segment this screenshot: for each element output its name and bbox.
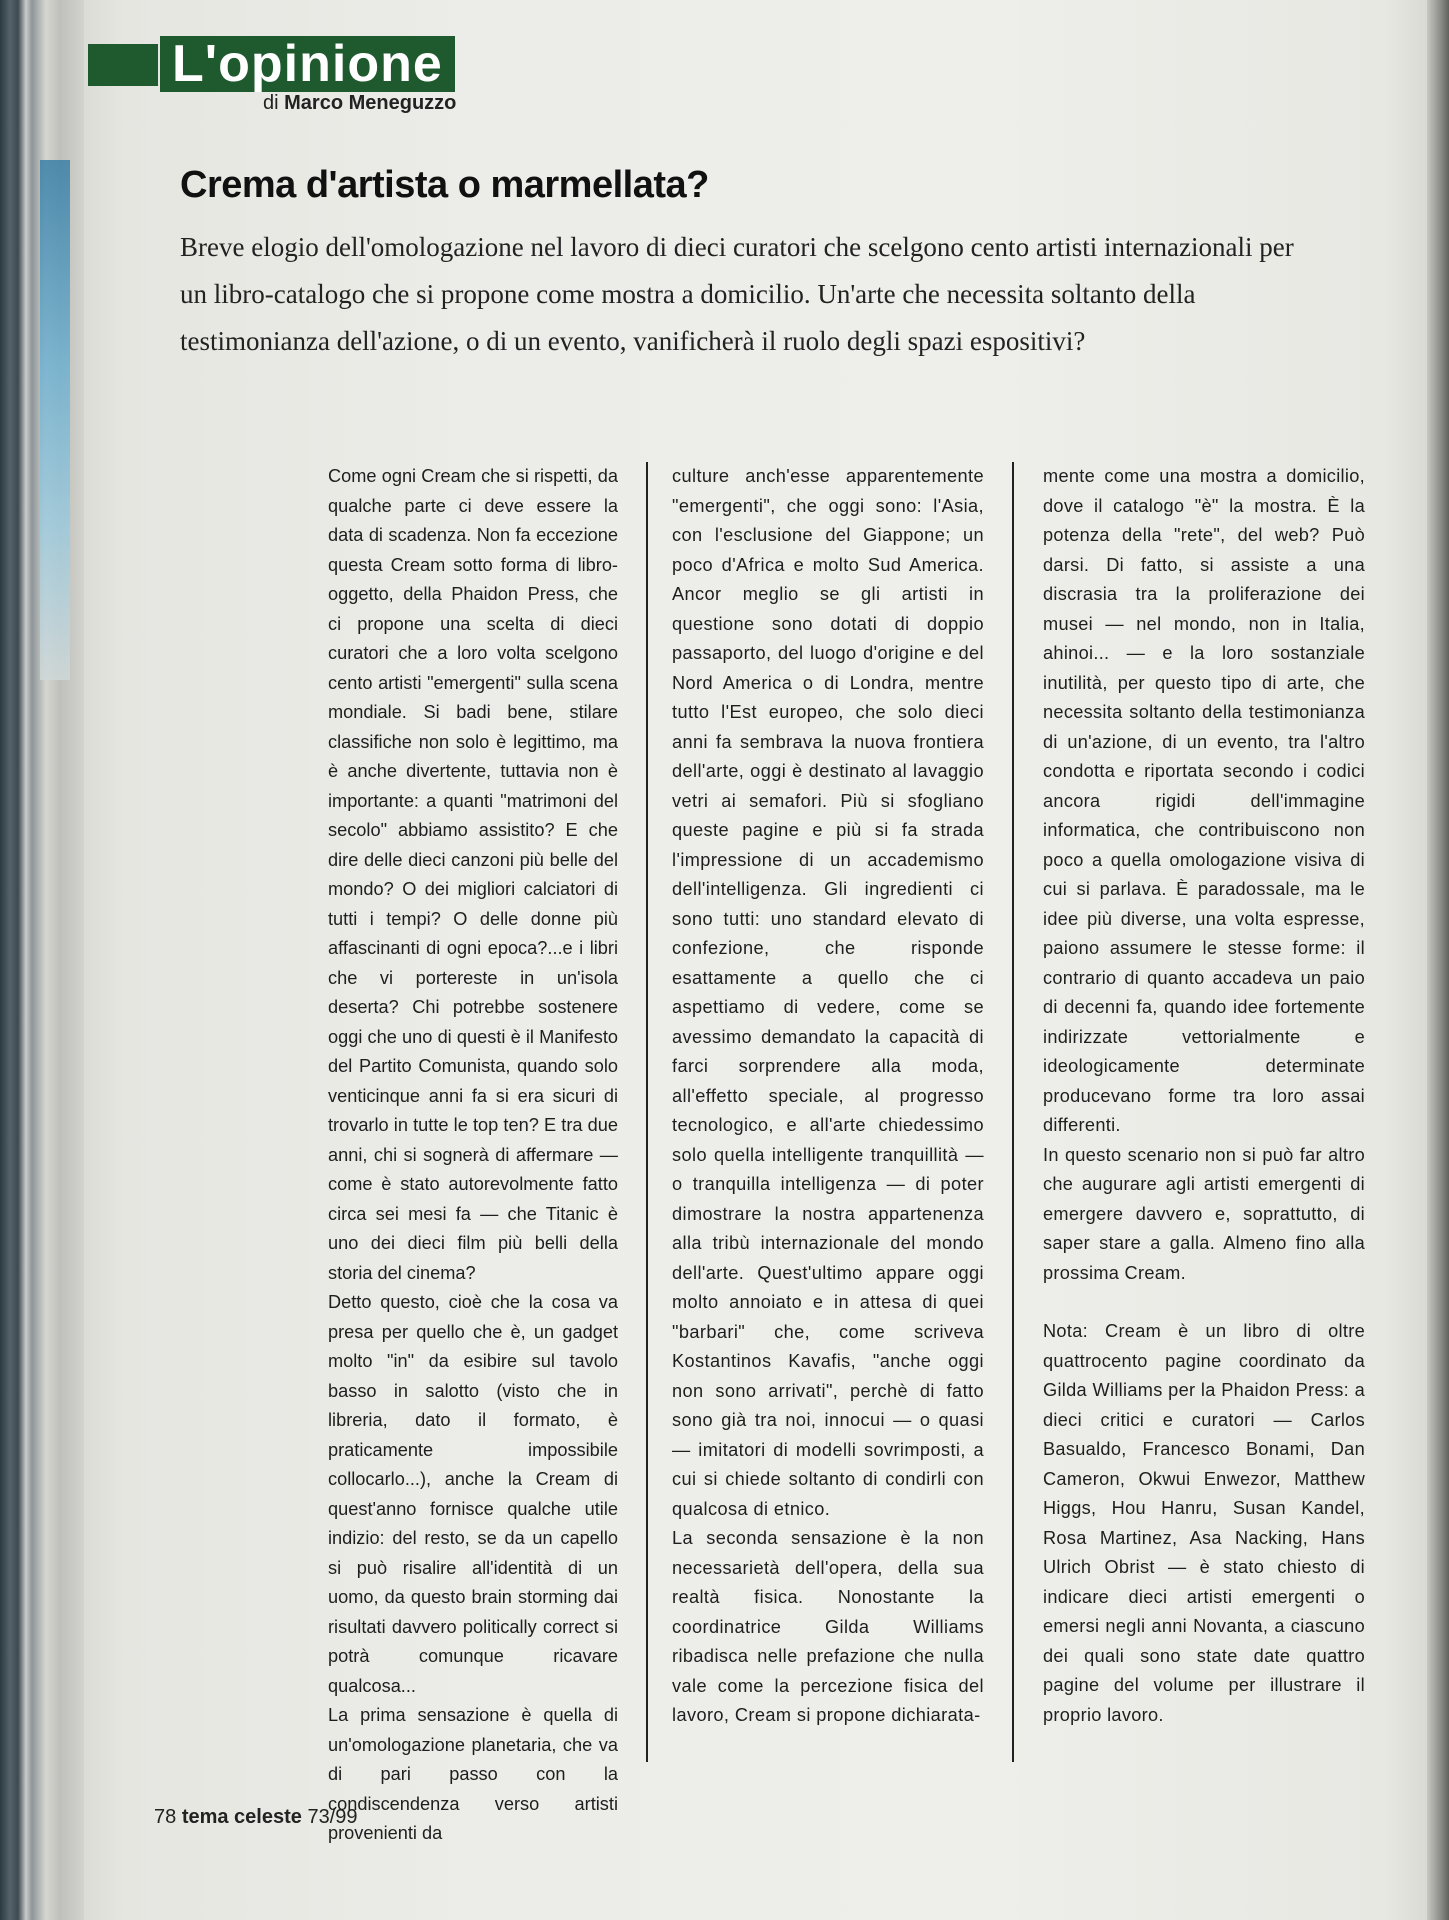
column-divider bbox=[1012, 462, 1014, 1762]
article-standfirst: Breve elogio dell'omologazione nel lavoro di dieci curatori che scelgono cento artisti internazionali per un libro-catalogo che si propone come mostra a domicilio. Un'arte che necessita soltanto della testimonianza dell'azione, o di un evento, vanificherà il ruolo degli spazi espositivi? bbox=[180, 232, 1294, 356]
text-column-3 bbox=[1043, 462, 1365, 1730]
note-paragraph: Nota: Cream è un libro di oltre quattrocento pagine coordinato da Gilda Williams per la Phaidon Press: a dieci critici e curatori — Carlos Basualdo, Francesco Bonami, Dan Cameron, Okwui Enwezor, Matthew Higgs, Hou Hanru, Susan Kandel, Rosa Martinez, Asa Nacking, Hans Ulrich Obrist — è stato chiesto di indicare dieci artisti emergenti o emersi negli anni Novanta, a ciascuno dei quali sono state date quattro pagine del volume per illustrare il proprio lavoro. bbox=[1043, 1321, 1365, 1725]
paragraph: mente come una mostra a domicilio, dove il catalogo "è" la mostra. È la potenza della "rete", del web? Può darsi. Di fatto, si assiste a una discrasia tra la proliferazione dei musei — nel mondo, non in Italia, ahinoi... — e la loro sostanziale inutilità, per questo tipo di arte, che necessita soltanto della testimonianza di un'azione, di un evento, tra l'altro condotta e riportata secondo i codici ancora rigidi dell'immagine informatica, che contribuiscono non poco a quella omologazione visiva di cui si parlava. È paradossale, ma le idee più diverse, una volta espresse, paiono assumere le stesse forme: il contrario di quanto accadeva un paio di decenni fa, quando idee fortemente indirizzate vettorialmente e ideologicamente determinate producevano forme tra loro assai differenti. bbox=[1043, 466, 1365, 1135]
byline-prefix: di bbox=[263, 92, 279, 114]
text-column-1 bbox=[328, 462, 618, 1849]
text-column-2 bbox=[672, 462, 984, 1731]
paragraph: La prima sensazione è quella di un'omologazione planetaria, che va di pari passo con la condiscendenza verso artisti provenienti da bbox=[328, 1705, 618, 1843]
paragraph: Come ogni Cream che si rispetti, da qualche parte ci deve essere la data di scadenza. Non fa eccezione questa Cream sotto forma di libro-oggetto, della Phaidon Press, che ci propone una scelta di dieci curatori che a loro volta scelgono cento artisti "emergenti" sulla scena mondiale. Si badi bene, stilare classifiche non solo è legittimo, ma è anche divertente, tuttavia non è importante: a quanti "matrimoni del secolo" abbiamo assistito? E che dire delle dieci canzoni più belle del mondo? O dei migliori calciatori di tutti i tempi? O delle donne più affascinanti di ogni epoca?...e i libri che vi portereste in un'isola deserta? Chi potrebbe sostenere oggi che uno di questi è il Manifesto del Partito Comunista, quando solo venticinque anni fa si era sicuri di trovarlo in tutte le top ten? E tra due anni, chi si sognerà di affermare — come è stato autorevolmente fatto circa sei mesi fa — che Titanic è uno dei dieci film più belli della storia del cinema? bbox=[328, 466, 618, 1283]
section-marker-bar bbox=[88, 44, 158, 86]
magazine-name: tema celeste bbox=[181, 1806, 302, 1828]
page-footer bbox=[154, 1806, 358, 1829]
paragraph: La seconda sensazione è la non necessarietà dell'opera, della sua realtà fisica. Nonostante la coordinatrice Gilda Williams ribadisca nelle prefazione che nulla vale come la percezione fisica del lavoro, Cream si propone dichiarata- bbox=[672, 1528, 984, 1725]
paragraph: In questo scenario non si può far altro che augurare agli artisti emergenti di emergere davvero e, soprattutto, di saper stare a galla. Almeno fino alla prossima Cream. bbox=[1043, 1144, 1365, 1283]
section-title: L'opinione bbox=[160, 36, 455, 92]
page-edge-shadow bbox=[1427, 0, 1449, 1920]
page-number: 78 bbox=[154, 1806, 177, 1828]
issue-number: 73/99 bbox=[307, 1806, 358, 1828]
byline-author: Marco Meneguzzo bbox=[284, 92, 457, 114]
column-divider bbox=[646, 462, 648, 1762]
facing-page-edge bbox=[40, 160, 70, 680]
paragraph: Detto questo, cioè che la cosa va presa per quello che è, un gadget molto "in" da esibire sul tavolo basso in salotto (visto che in libreria, dato il formato, è praticamente impossibile collocarlo...), anche la Cream di quest'anno fornisce qualche utile indizio: del resto, se da un capello si può risalire all'identità di un uomo, da questo brain storming dai risultati davvero politically correct si potrà comunque ricavare qualcosa... bbox=[328, 1292, 618, 1696]
paragraph: culture anch'esse apparentemente "emergenti", che oggi sono: l'Asia, con l'esclusione del Giappone; un poco d'Africa e molto Sud America. Ancor meglio se gli artisti in questione sono dotati di doppio passaporto, del luogo d'origine e del Nord America o di Londra, mentre tutto l'Est europeo, che solo dieci anni fa sembrava la nuova frontiera dell'arte, oggi è destinato al lavaggio vetri ai semafori. Più si sfogliano queste pagine e più si fa strada l'impressione di un accademismo dell'intelligenza. Gli ingredienti ci sono tutti: uno standard elevato di confezione, che risponde esattamente a quello che ci aspettiamo di vedere, come se avessimo demandato la capacità di farci sorprendere alla moda, all'effetto speciale, al progresso tecnologico, e all'arte chiedessimo solo quella intelligente tranquillità — o tranquilla intelligenza — di poter dimostrare la nostra appartenenza alla tribù internazionale del mondo dell'arte. Quest'ultimo appare oggi molto annoiato e in attesa di quei "barbari" che, come scriveva Kostantinos Kavafis, "anche oggi non sono arrivati", perchè di fatto sono già tra noi, innocui — o quasi — imitatori di modelli sovrimposti, a cui si chiede soltanto di condirli con qualcosa di etnico. bbox=[672, 466, 984, 1519]
byline bbox=[263, 92, 456, 115]
article-title: Crema d'artista o marmellata? bbox=[180, 164, 709, 206]
